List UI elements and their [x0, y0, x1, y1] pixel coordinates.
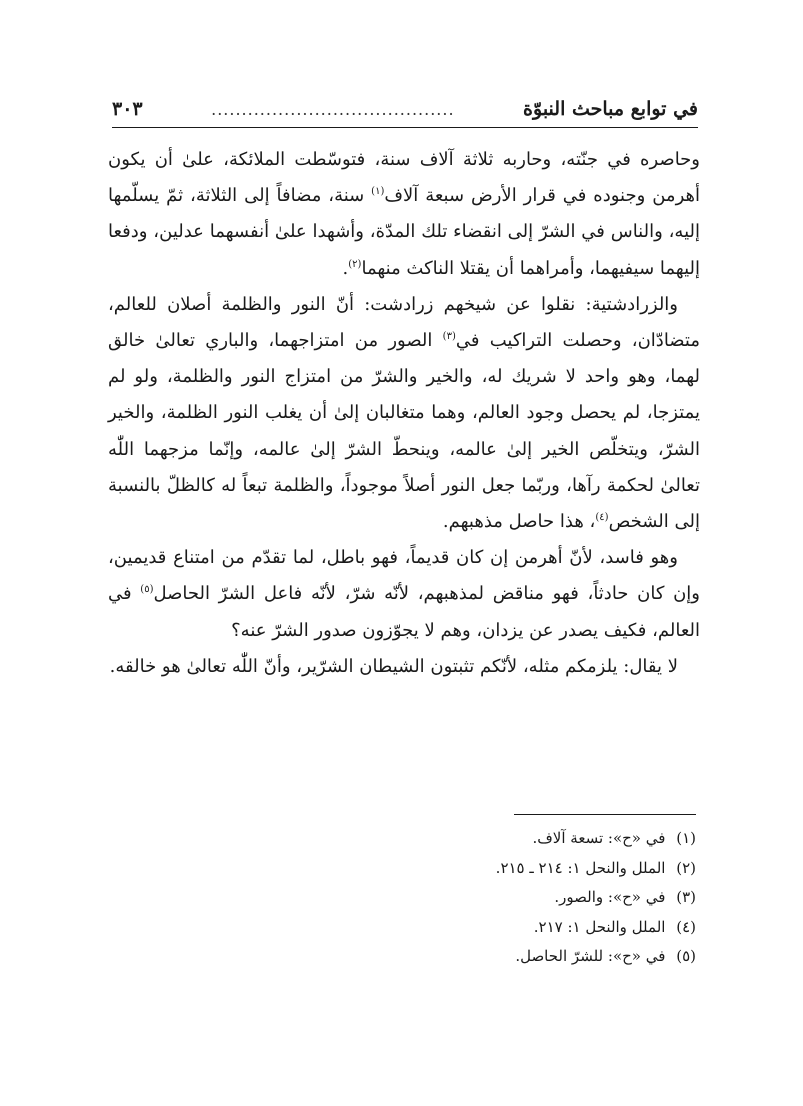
text-run: ، هذا حاصل مذهبهم. — [442, 511, 596, 533]
footnote-number: (١) — [676, 829, 696, 847]
footnote-ref: (٤) — [595, 512, 609, 524]
text-run: والزرادشتية: نقلوا عن شيخهم زرادشت: أنّ النور والظلمة أصلان للعالم، متضادّان، وحصلت التراكيب في — [108, 293, 700, 352]
text-run: وهو فاسد، لأنّ أهرمن إن كان قديماً، فهو باطل، لما تقدّم من امتناع قديمين، وإن كان حادثاً، فهو مناقض لمذهبهم، لأنّه شرّ، لأنّه فاعل الشرّ الحاصل — [108, 547, 700, 605]
footnote-number: (٤) — [676, 917, 696, 936]
paragraph — [108, 142, 700, 287]
footnote — [300, 824, 696, 854]
footnote — [300, 913, 696, 943]
dot-leader: ........................................ — [211, 99, 455, 119]
footnote-ref: (٢) — [348, 258, 362, 270]
footnote — [300, 942, 696, 972]
running-title: في توابع مباحث النبوّة — [523, 98, 698, 120]
text-run: وحاصره في جنّته، وحاربه ثلاثة آلاف سنة، فتوسّطت الملائكة، علىٰ أن يكون أهرمن وجنوده في قرار الأرض سبعة آلاف — [108, 149, 700, 207]
footnote-text: الملل والنحل ١: ٢١٧. — [533, 917, 666, 936]
text-run: في العالم، فكيف يصدر عن يزدان، وهم لا يجوّزون صدور الشرّ عنه؟ — [108, 583, 700, 641]
footnote-ref: (٥) — [140, 584, 154, 596]
footnote-number: (٣) — [676, 888, 696, 906]
footnote-number: (٢) — [676, 858, 696, 877]
footnote-text: في «ح»: تسعة آلاف. — [532, 829, 666, 847]
footnote-text: الملل والنحل ١: ٢١٤ ـ ٢١٥. — [495, 858, 666, 877]
footnote-text: في «ح»: والصور. — [554, 888, 666, 906]
text-run: لا يقال: يلزمكم مثله، لأنّكم تثبتون الشيطان الشرّير، وأنّ اللّٰه تعالىٰ هو خالقه. — [109, 655, 678, 677]
paragraph — [108, 287, 700, 540]
footnote-text: في «ح»: للشرّ الحاصل. — [515, 947, 666, 965]
page-header — [112, 94, 698, 124]
header-rule — [112, 127, 698, 128]
footnote-ref: (٣) — [442, 331, 456, 343]
paragraph — [108, 649, 700, 685]
footnote-ref: (١) — [371, 186, 385, 198]
page-number: ٣٠٣ — [112, 98, 143, 120]
footnote — [300, 854, 696, 884]
main-text — [108, 142, 700, 685]
footnote-separator — [514, 814, 696, 815]
footnote — [300, 883, 696, 913]
footnotes — [300, 824, 696, 972]
text-run: الصور من امتزاجهما، والباري تعالىٰ خالق لهما، وهو واحد لا شريك له، والخير والشرّ من امتزاج النور والظلمة، ولو لم يمتزجا، لم يحصل وجود العالم، وهما متغالبان إلىٰ أن يغلب النور الظلمة، والخير الشرّ، ويتخلّص الخير إلىٰ عالمه، وينحطّ الشرّ إلىٰ عالمه، وإنّما مزجهما اللّٰه تعالىٰ لحكمة رآها، وربّما جعل النور أصلاً موجوداً، والظلمة تبعاً له كالظلّ بالنسبة إلى الشخص — [108, 330, 700, 533]
text-run: . — [342, 257, 349, 279]
paragraph — [108, 540, 700, 649]
footnote-number: (٥) — [676, 947, 696, 965]
text-run: سنة، مضافاً إلى الثلاثة، ثمّ يسلّمها إليه، والناس في الشرّ إلى انقضاء تلك المدّة، وأشهدا علىٰ أنفسهما عدلين، ودفعا إليهما سيفيهما، وأمراهما أن يقتلا الناكث منهما — [108, 185, 700, 279]
